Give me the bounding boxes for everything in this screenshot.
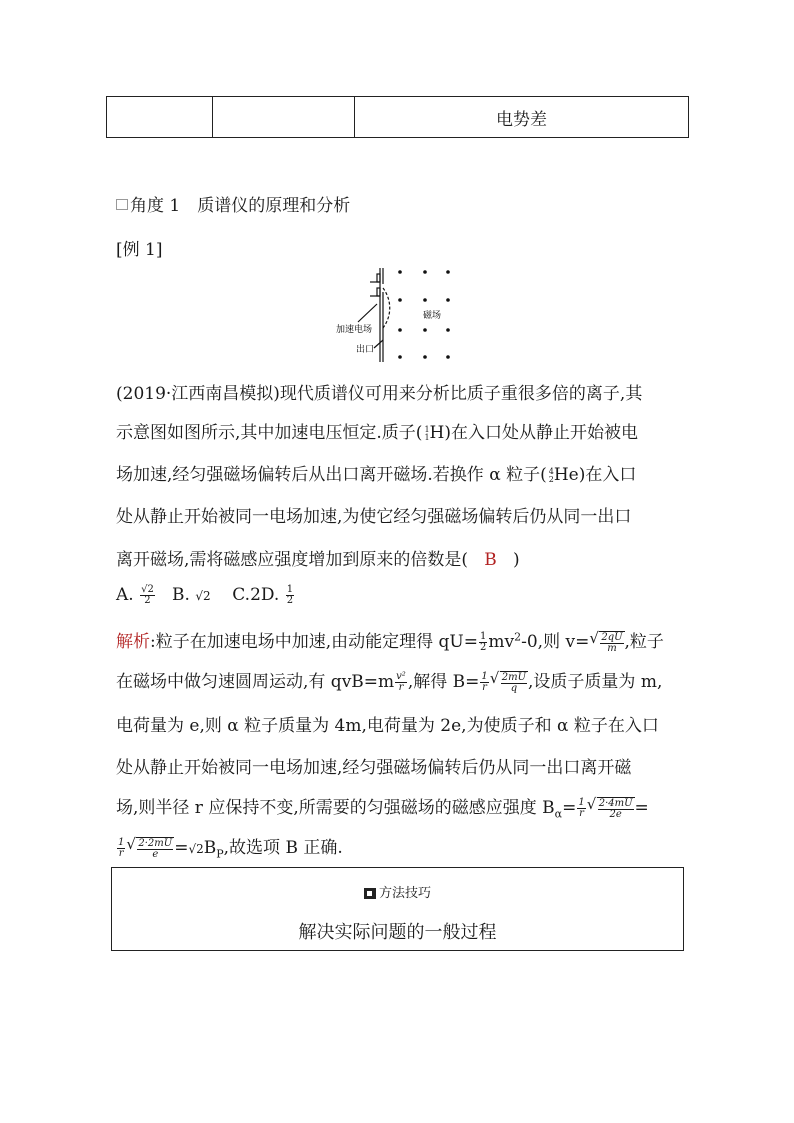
analysis-line-1: 解析:粒子在加速电场中加速,由动能定理得 qU= $\frac{1}{2}$ $mv^2-0$,则 v= √ $\frac{2qU}{m}$ ,粒子 xyxy=(116,629,664,654)
question-text: 场加速,经匀强磁场偏转后从出口离开磁场.若换作 α 粒子( xyxy=(116,465,547,485)
analysis-text: B xyxy=(203,838,217,858)
analysis-text: ,解得 B= xyxy=(407,672,480,692)
analysis-line-4: 处从静止开始被同一电场加速,经匀强磁场偏转后仍从同一出口离开磁 xyxy=(116,758,632,778)
question-text: H)在入口处从静止开始被电 xyxy=(429,423,639,443)
option-a: A. xyxy=(116,585,134,605)
table-cell-2 xyxy=(212,97,213,137)
analysis-text: 场,则半径 r 应保持不变,所需要的匀强磁场的磁感应强度 B xyxy=(116,798,555,818)
question-line-2 xyxy=(116,418,638,443)
frac-half: $\frac{1}{2}$ xyxy=(480,631,487,653)
frac-v2-over-r: $\frac{\text{v²}}{r}$ xyxy=(396,671,406,693)
field-dot xyxy=(398,355,402,359)
method-title: 方法技巧 xyxy=(378,886,431,901)
analysis-line-2 xyxy=(116,667,662,694)
figure-label-accel: 加速电场 xyxy=(336,325,373,335)
figure-label-field: 磁场 xyxy=(423,311,442,321)
method-body: 解决实际问题的一般过程 xyxy=(298,922,497,943)
question-text: He)在入口 xyxy=(553,465,637,485)
figure-label-exit: 出口 xyxy=(356,345,375,355)
proton-isotope: 1 1 xyxy=(424,424,430,442)
options-line xyxy=(116,585,295,606)
mass-spectrometer-figure xyxy=(330,262,470,366)
method-box xyxy=(111,867,684,951)
question-text: ) xyxy=(512,550,520,570)
method-title-row xyxy=(112,882,683,901)
field-dot xyxy=(423,355,427,359)
analysis-text: -0,则 v= xyxy=(521,632,590,652)
section-marker-icon xyxy=(116,199,128,210)
field-dot xyxy=(398,328,402,332)
question-text: 示意图如图所示,其中加速电压恒定.质子( xyxy=(116,423,423,443)
analysis-line-3: 电荷量为 e,则 α 粒子质量为 4m,电荷量为 2e,为使质子和 α 粒子在入口 xyxy=(116,716,659,736)
option-cd: C.2D. xyxy=(232,585,280,605)
field-dot xyxy=(446,298,450,302)
analysis-text: mv xyxy=(488,632,515,652)
speaker-icon xyxy=(364,888,376,899)
question-line-1: (2019·江西南昌模拟)现代质谱仪可用来分析比质子重很多倍的离子,其 xyxy=(116,384,643,404)
question-text: 离开磁场,需将磁感应强度增加到原来的倍数是( xyxy=(116,550,469,570)
analysis-text: ,粒子 xyxy=(624,632,664,652)
field-dot xyxy=(423,328,427,332)
radical-2mU-over-q: √ $\frac{2mU}{q}$ xyxy=(489,669,527,694)
frac-sqrt2-over-2: $\frac{√2}{2}$ xyxy=(141,584,154,606)
example-label: [例 1] xyxy=(116,240,163,260)
option-b: B. xyxy=(172,585,190,605)
frac-1-over-r: $\frac{1}{r}$ xyxy=(578,797,585,819)
question-line-4: 处从静止开始被同一电场加速,为使它经匀强磁场偏转后仍从同一出口 xyxy=(116,507,632,527)
field-dot xyxy=(423,298,427,302)
question-line-5 xyxy=(116,545,520,570)
field-dot xyxy=(423,270,427,274)
frac-half: $\frac{1}{2}$ xyxy=(286,584,294,606)
frac-1-over-r: $\frac{1}{r}$ xyxy=(481,671,488,693)
radical-2mU-over-e: √ $\frac{2\cdot 2mU}{e}$ xyxy=(126,835,173,860)
field-dot xyxy=(398,298,402,302)
radical-2qU-over-m: √ $\frac{2qU}{m}$ xyxy=(589,629,623,654)
field-dot xyxy=(446,355,450,359)
analysis-text: 在磁场中做匀速圆周运动,有 qvB=m xyxy=(116,672,395,692)
field-dot xyxy=(446,328,450,332)
analysis-text: :粒子在加速电场中加速,由动能定理得 qU= xyxy=(150,632,478,652)
analysis-text: = xyxy=(562,798,577,818)
top-table xyxy=(106,96,689,138)
section-title-line xyxy=(116,191,350,216)
frac-1-over-r: $\frac{1}{r}$ xyxy=(118,837,125,859)
analysis-line-5: 场,则半径 r 应保持不变,所需要的匀强磁场的磁感应强度 $B_\alpha=$ $\frac{1}{r}$ √ $\frac{2\cdot 4mU}{2e}$ = xyxy=(116,795,649,821)
answer: B xyxy=(484,550,497,570)
analysis-text: ,设质子质量为 m, xyxy=(528,672,663,692)
option-b-value: √2 xyxy=(195,589,211,603)
field-dot xyxy=(398,270,402,274)
table-cell-3 xyxy=(354,97,688,137)
analysis-label: 解析 xyxy=(116,632,150,652)
field-dot xyxy=(446,270,450,274)
radical-4mU-over-2e: √ $\frac{2\cdot 4mU}{2e}$ xyxy=(586,795,633,820)
analysis-line-6: $\frac{1}{r}$ √ $\frac{2\cdot 2mU}{e}$ $=√2B_P$,故选项 B 正确. xyxy=(118,835,343,861)
analysis-text: ,故选项 B 正确. xyxy=(223,838,343,858)
alpha-isotope: 4 2 xyxy=(548,466,554,484)
table-cell-text: 电势差 xyxy=(496,109,547,130)
question-line-3 xyxy=(116,460,636,485)
analysis-text: = xyxy=(174,838,189,858)
section-title: 角度 1 质谱仪的原理和分析 xyxy=(130,196,351,216)
